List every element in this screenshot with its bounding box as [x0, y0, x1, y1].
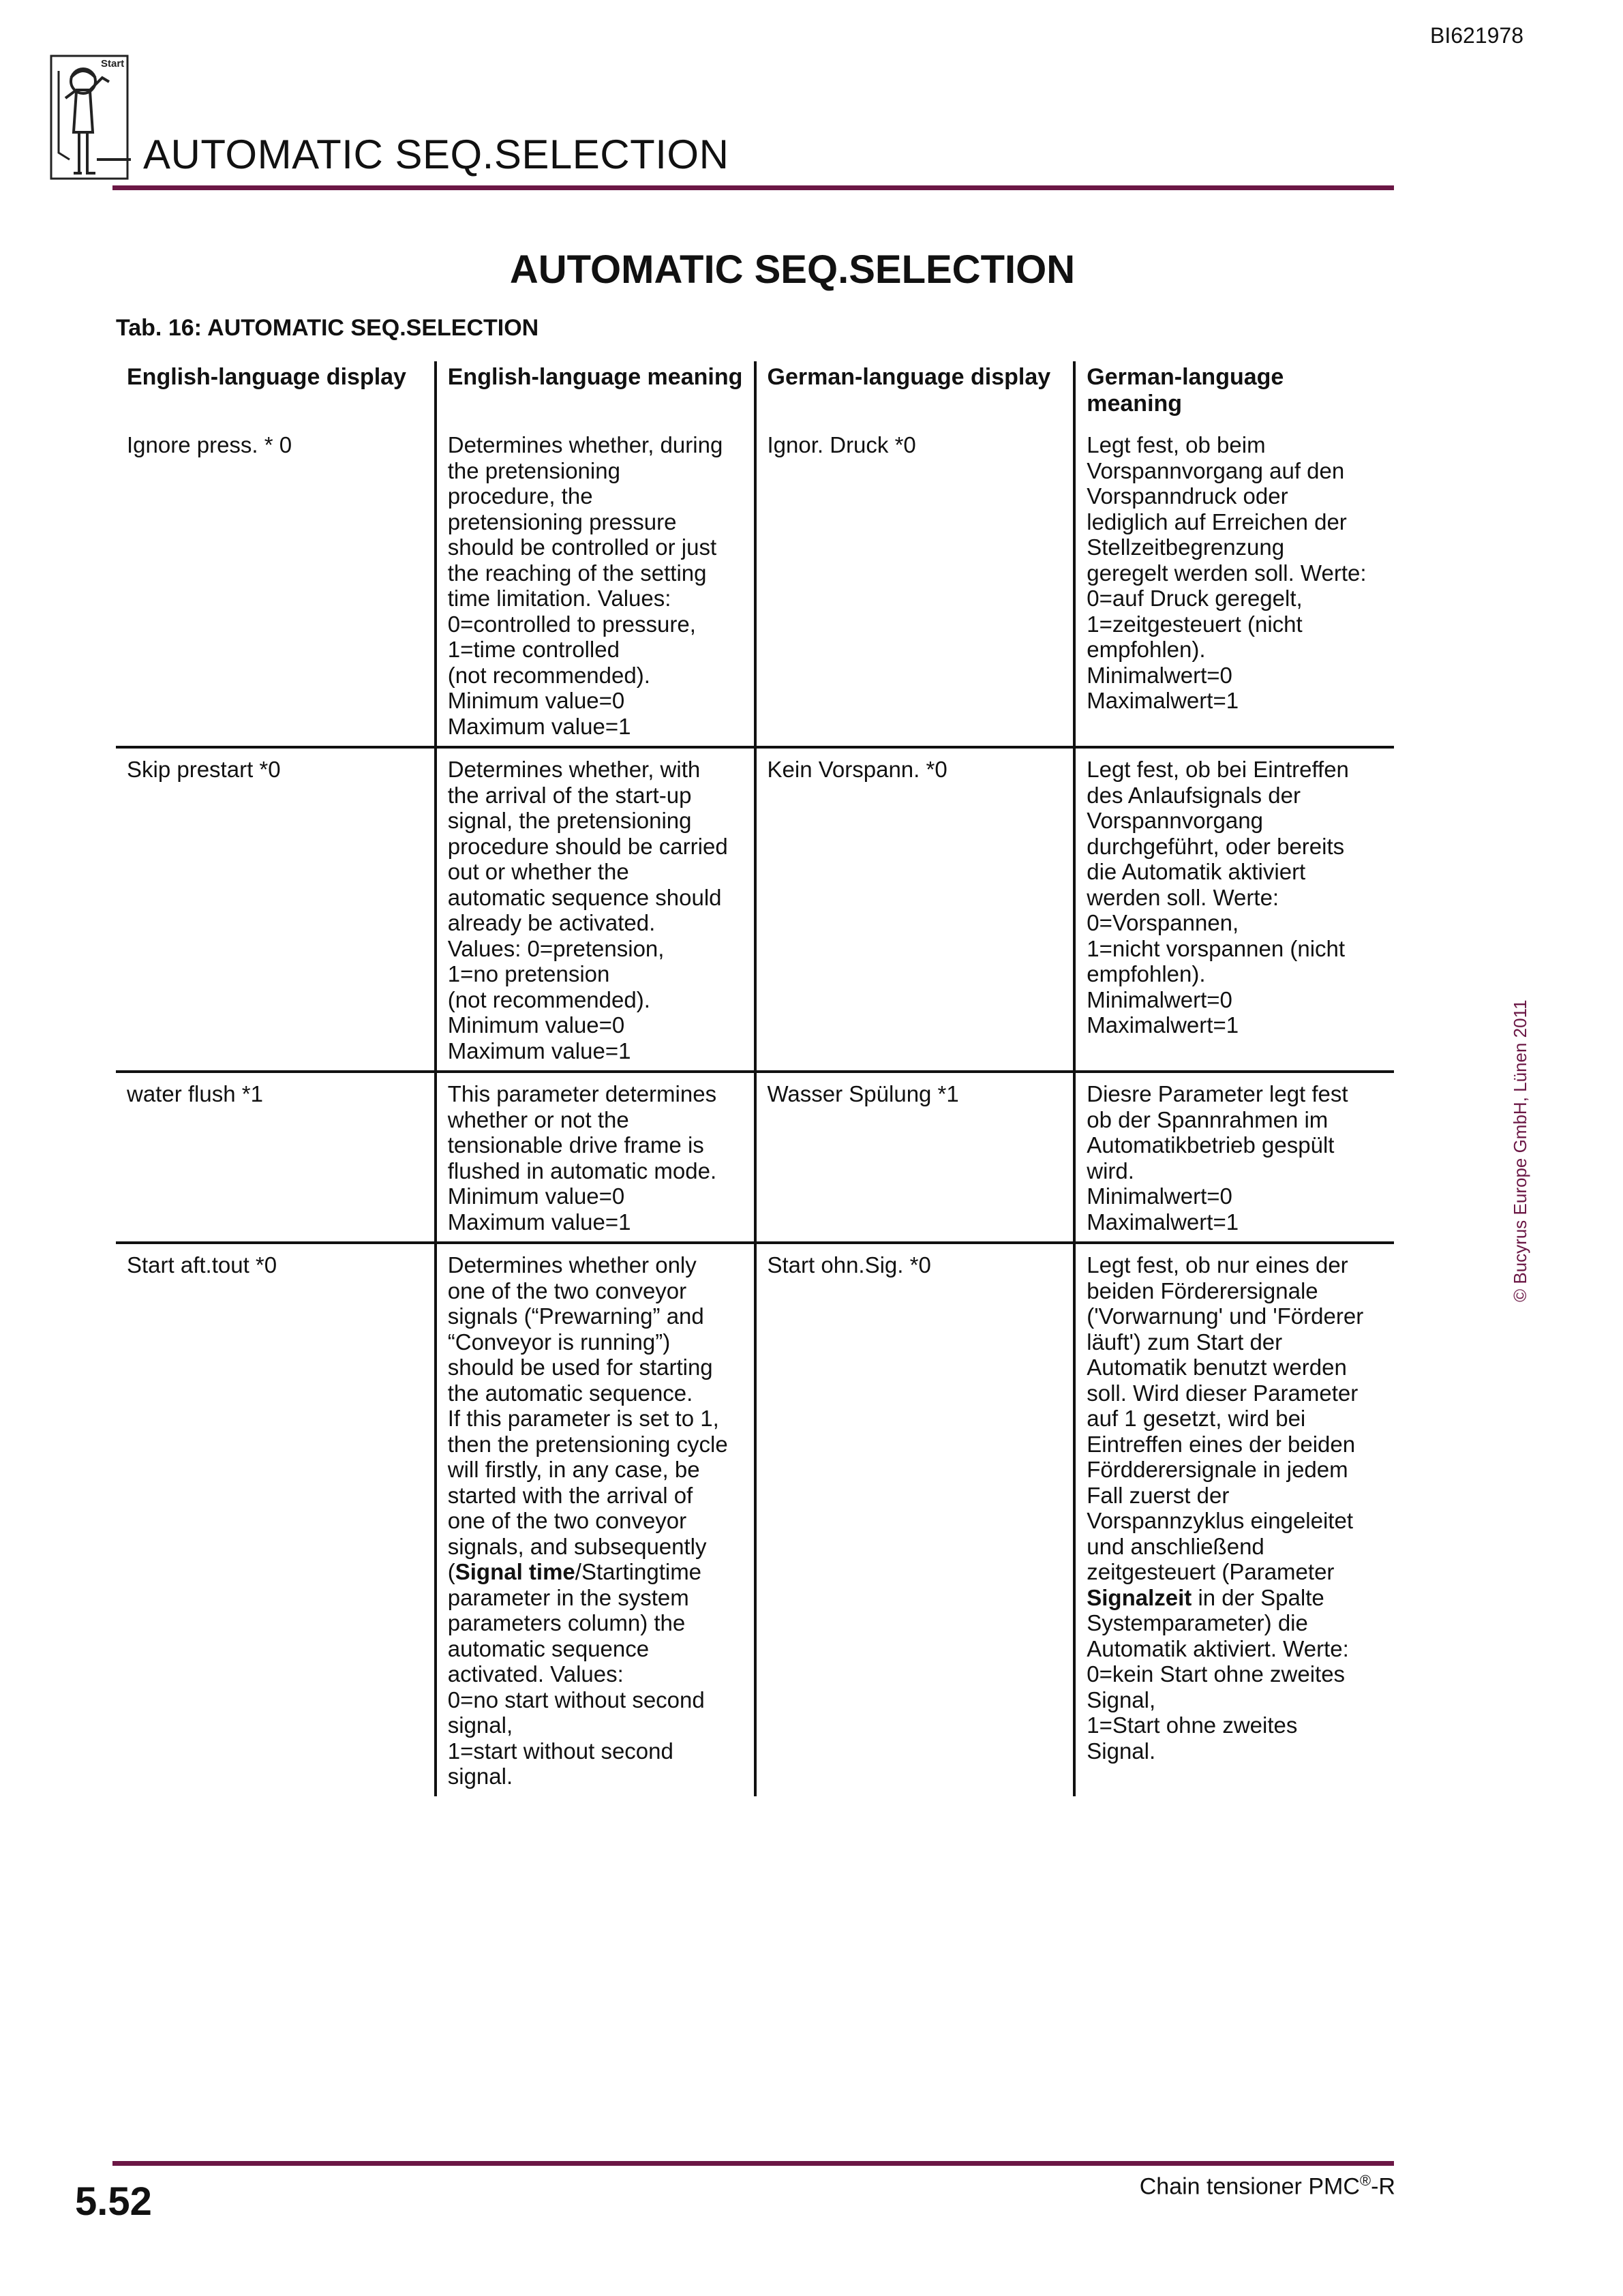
parameter-name: Signalzeit — [1087, 1584, 1192, 1610]
table-cell: Legt fest, ob beim Vorspannvorgang auf den Vorspanndruck oder lediglich auf Erreichen der Stellzeitbegrenzung geregelt werden soll. Werte: 0=auf Druck geregelt, 1=zeitgesteuert (nicht empfohlen). Minimalwert=0 Maximalwert=1 — [1074, 424, 1394, 747]
start-figure-logo-icon — [49, 50, 131, 184]
logo-label: Start — [101, 58, 125, 70]
registered-mark: ® — [1359, 2172, 1371, 2189]
document-id: BI621978 — [1430, 23, 1524, 48]
parameter-name: Signal time — [455, 1559, 575, 1584]
table-cell: Ignor. Druck *0 — [755, 424, 1075, 747]
table-cell: Start ohn.Sig. *0 — [755, 1243, 1075, 1796]
table-row — [116, 424, 1394, 747]
column-header: English-language display — [127, 364, 406, 390]
header-divider — [112, 185, 1394, 190]
table-cell: Determines whether, with the arrival of the start-up signal, the pretensioning procedure should be carried out or whether the automatic sequence should already be activated. Values: 0=pretension, 1=no pretension (not recommended). Minimum value=0 Maximum value=1 — [436, 747, 755, 1072]
table-row — [116, 747, 1394, 1072]
page-number: 5.52 — [75, 2179, 152, 2224]
parameter-table — [116, 361, 1394, 1796]
table-row — [116, 1243, 1394, 1796]
column-header: English-language meaning — [436, 361, 755, 424]
table-cell: Determines whether, during the pretensioning procedure, the pretensioning pressure should be controlled or just the reaching of the setting time limitation. Values: 0=controlled to pressure, 1=time controlled (not recommended). Minimum value=0 Maximum value=1 — [436, 424, 755, 747]
table-row — [116, 1072, 1394, 1243]
header-title: AUTOMATIC SEQ.SELECTION — [143, 132, 729, 177]
table-cell: Skip prestart *0 — [116, 747, 436, 1072]
table-cell: Determines whether only one of the two conveyor signals (“Prewarning” and “Conveyor is running”) should be used for starting the automatic sequence. If this parameter is set to 1, then the pretensioning cycle will firstly, in any case, be started with the arrival of one of the two conveyor signals, and subsequently (Signal time/Startingtime parameter in the system parameters column) the automatic sequence activated. Values: 0=no start without second signal, 1=start without second signal. — [436, 1243, 755, 1796]
table-cell: Wasser Spülung *1 — [755, 1072, 1075, 1243]
table-cell: Ignore press. * 0 — [127, 432, 292, 457]
column-header: German-language meaning — [1074, 361, 1394, 424]
table-caption: Tab. 16: AUTOMATIC SEQ.SELECTION — [116, 315, 539, 341]
footer-product-name — [1140, 2172, 1395, 2200]
footer-divider — [112, 2161, 1394, 2166]
table-cell: Start aft.tout *0 — [116, 1243, 436, 1796]
table-cell: Legt fest, ob nur eines der beiden Förderersignale ('Vorwarnung' und 'Förderer läuft') zum Start der Automatik benutzt werden soll. Wird dieser Parameter auf 1 gesetzt, wird bei Eintreffen eines der beiden Fördderersignale in jedem Fall zuerst der Vorspannzyklus eingeleitet und anschließend zeitgesteuert (Parameter Signalzeit in der Spalte Systemparameter) die Automatik aktiviert. Werte: 0=kein Start ohne zweites Signal, 1=Start ohne zweites Signal. — [1074, 1243, 1394, 1796]
table-header-row — [116, 361, 1394, 424]
table-cell: Kein Vorspann. *0 — [755, 747, 1075, 1072]
page-title: AUTOMATIC SEQ.SELECTION — [509, 247, 1076, 292]
table-cell: This parameter determines whether or not the tensionable drive frame is flushed in automatic mode. Minimum value=0 Maximum value=1 — [436, 1072, 755, 1243]
table-cell: Diesre Parameter legt fest ob der Spannrahmen im Automatikbetrieb gespült wird. Minimalwert=0 Maximalwert=1 — [1074, 1072, 1394, 1243]
product-name: Chain tensioner PMC — [1139, 2173, 1360, 2200]
table-cell: water flush *1 — [116, 1072, 436, 1243]
column-header: German-language display — [755, 361, 1075, 424]
copyright-notice: © Bucyrus Europe GmbH, Lünen 2011 — [1510, 999, 1530, 1302]
table-cell: Legt fest, ob bei Eintreffen des Anlaufsignals der Vorspannvorgang durchgeführt, oder bereits die Automatik aktiviert werden soll. Werte: 0=Vorspannen, 1=nicht vorspannen (nicht empfohlen). Minimalwert=0 Maximalwert=1 — [1074, 747, 1394, 1072]
product-suffix: -R — [1371, 2173, 1395, 2200]
